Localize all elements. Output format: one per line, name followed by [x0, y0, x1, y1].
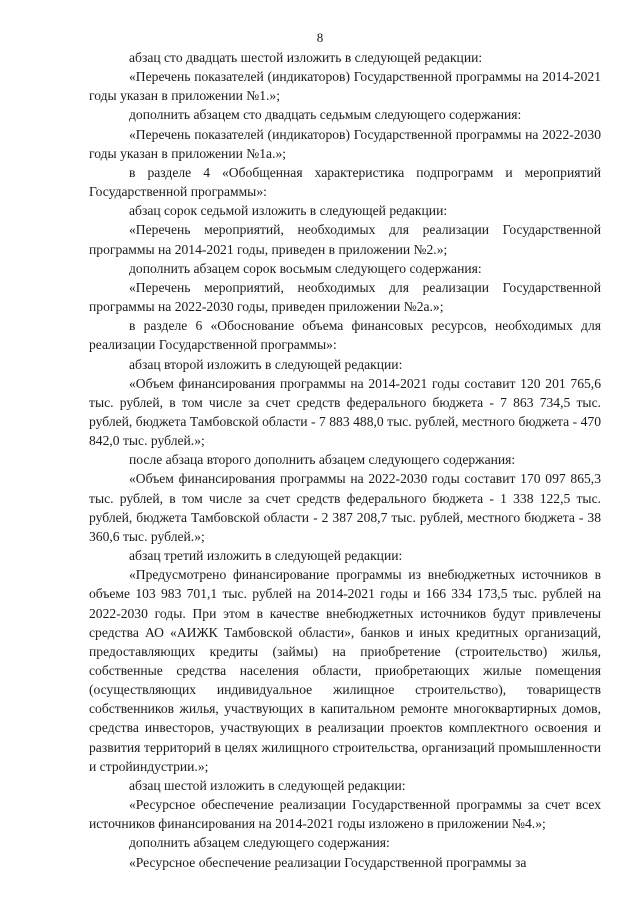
paragraph: «Предусмотрено финансирование программы из внебюджетных источников в объеме 103 983 701,1 тыс. рублей на 2014-2021 годы и 166 334 173,5 тыс. рублей на 2022-2030 годы. При этом в качестве внебюджетных источников будут привлечены средства АО «АИЖК Тамбовской области», банков и иных кредитных организаций, предоставляющих кредиты (займы) на приобретение (строительство) жилья, собственные средства населения области, приобретающих жилые помещения (осуществляющих индивидуальное жилищное строительство), товариществ собственников жилья, участвующих в капитальном ремонте многоквартирных домов, средства инвесторов, участвующих в реализации проектов комплектного освоения и развития территорий в целях жилищного строительства, организаций промышленности и стройиндустрии.»; [89, 567, 601, 774]
paragraph: дополнить абзацем следующего содержания: [129, 835, 390, 851]
paragraph: абзац шестой изложить в следующей редакции: [129, 777, 406, 793]
paragraph: «Объем финансирования программы на 2022-2030 годы составит 170 097 865,3 тыс. рублей, в том числе за счет средств федерального бюджета - 1 338 122,5 тыс. рублей, бюджета Тамбовской области - 2 387 208,7 тыс. рублей, местного бюджета - 38 360,6 тыс. рублей.»; [89, 471, 601, 544]
paragraph: «Перечень показателей (индикаторов) Государственной программы на 2014-2021 годы указан в приложении №1.»; [89, 69, 601, 104]
paragraph: после абзаца второго дополнить абзацем следующего содержания: [129, 452, 516, 468]
paragraph: дополнить абзацем сорок восьмым следующего содержания: [129, 260, 482, 276]
page-number: 8 [316, 30, 324, 45]
paragraph: «Объем финансирования программы на 2014-2021 годы составит 120 201 765,6 тыс. рублей, в том числе за счет средств федерального бюджета - 7 863 734,5 тыс. рублей, бюджета Тамбовской области - 7 883 488,0 тыс. рублей, местного бюджета - 470 842,0 тыс. рублей.»; [89, 375, 601, 449]
paragraph: «Ресурсное обеспечение реализации Государственной программы за [129, 854, 527, 870]
paragraph: «Перечень показателей (индикаторов) Государственной программы на 2022-2030 годы указан в приложении №1а.»; [89, 126, 601, 161]
paragraph: «Перечень мероприятий, необходимых для реализации Государственной программы на 2014-2021 годы, приведен в приложении №2.»; [89, 222, 601, 257]
document-body [89, 48, 601, 872]
paragraph: абзац третий изложить в следующей редакции: [129, 548, 403, 564]
paragraph: в разделе 4 «Обобщенная характеристика подпрограмм и мероприятий Государственной программы»: [89, 164, 601, 200]
paragraph: абзац второй изложить в следующей редакции: [129, 356, 403, 372]
paragraph: «Перечень мероприятий, необходимых для реализации Государственной программы на 2022-2030 годы, приведен приложении №2а.»; [89, 279, 601, 315]
paragraph: абзац сто двадцать шестой изложить в следующей редакции: [129, 50, 483, 65]
paragraph: «Ресурсное обеспечение реализации Государственной программы за счет всех источников финансирования на 2014-2021 годы изложено в приложении №4.»; [89, 797, 601, 832]
paragraph: абзац сорок седьмой изложить в следующей редакции: [129, 203, 448, 219]
paragraph: в разделе 6 «Обоснование объема финансовых ресурсов, необходимых для реализации Государственной программы»: [89, 318, 601, 353]
paragraph: дополнить абзацем сто двадцать седьмым следующего содержания: [129, 107, 522, 123]
